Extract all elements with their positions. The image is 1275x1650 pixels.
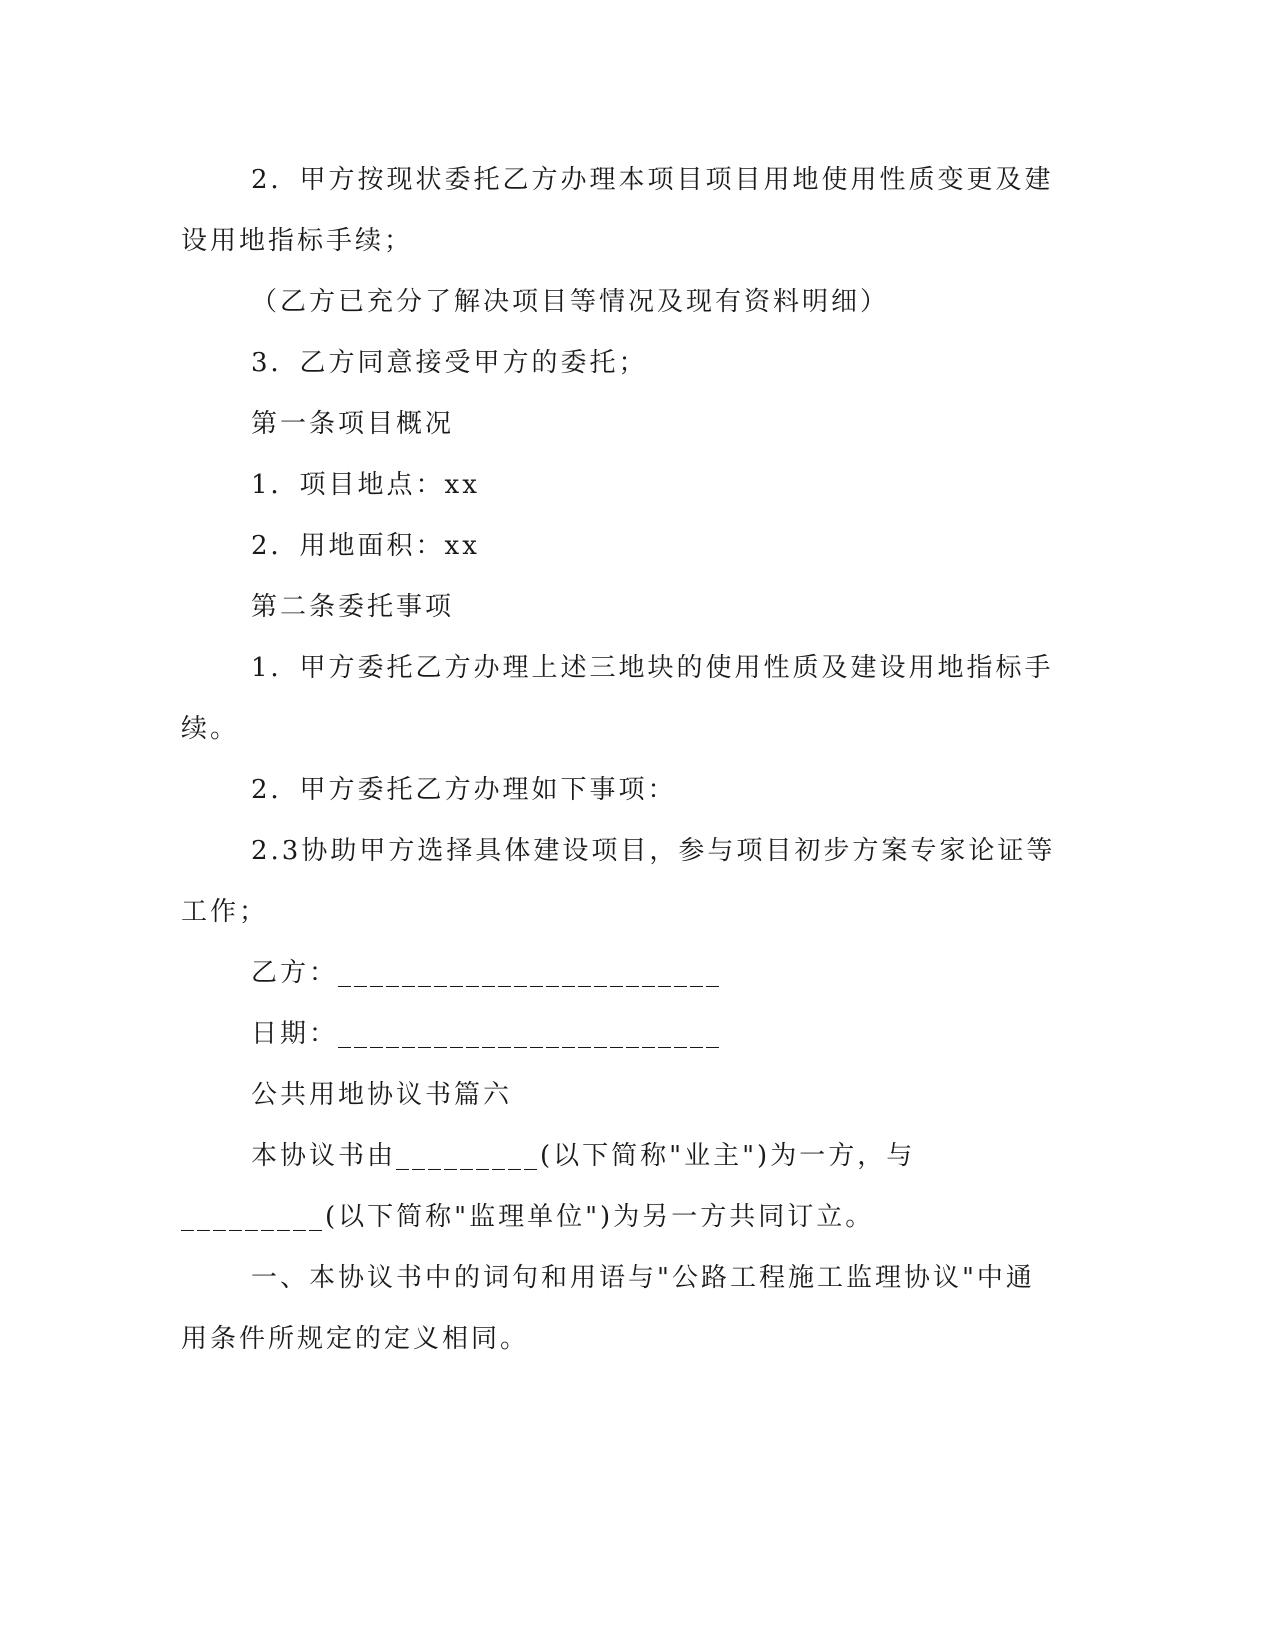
signature-date: 日期：________________________ — [251, 1019, 723, 1049]
paragraph-party-b-accepts: 3．乙方同意接受甲方的委托； — [251, 348, 648, 378]
paragraph-agreement-parties: 本协议书由_________(以下简称"业主")为一方，与_________(以下简称"监理单位")为另一方共同订立。 — [181, 1141, 916, 1232]
signature-party-b: 乙方：________________________ — [251, 958, 723, 988]
heading-article-two: 第二条委托事项 — [251, 592, 455, 622]
paragraph-entrust-land-change: 2．甲方按现状委托乙方办理本项目项目用地使用性质变更及建设用地指标手续； — [181, 165, 1054, 256]
paragraph-entrust-three-plots: 1．甲方委托乙方办理上述三地块的使用性质及建设用地指标手续。 — [181, 653, 1054, 744]
document-body — [181, 150, 1061, 1370]
paragraph-assist-selection: 2.3协助甲方选择具体建设项目，参与项目初步方案专家论证等工作； — [181, 836, 1056, 927]
paragraph-party-b-understanding: （乙方已充分了解决项目等情况及现有资料明细） — [251, 287, 890, 317]
paragraph-land-area: 2．用地面积：xx — [251, 531, 480, 561]
heading-agreement-part-six: 公共用地协议书篇六 — [251, 1080, 513, 1110]
paragraph-definitions: 一、本协议书中的词句和用语与"公路工程施工监理协议"中通用条件所规定的定义相同。 — [181, 1263, 1035, 1354]
paragraph-project-location: 1．项目地点：xx — [251, 470, 480, 500]
paragraph-entrust-following: 2．甲方委托乙方办理如下事项： — [251, 775, 677, 805]
heading-article-one: 第一条项目概况 — [251, 409, 455, 439]
